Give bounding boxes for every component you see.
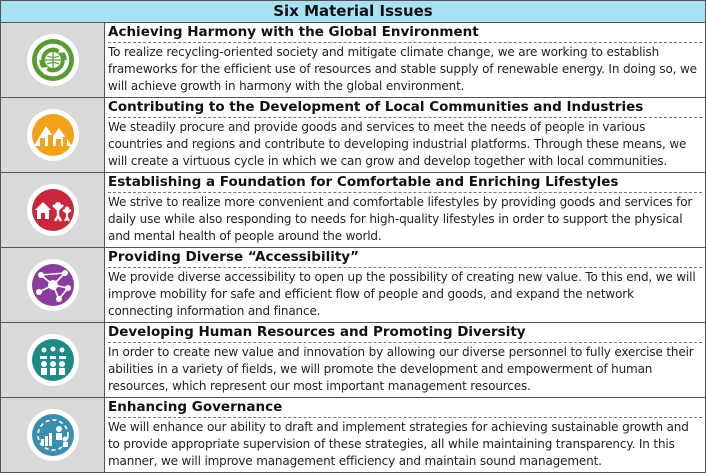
- diverse-people-icon: [26, 333, 80, 387]
- issue-title: Achieving Harmony with the Global Environment: [108, 23, 702, 43]
- issue-row-governance: [1, 398, 705, 473]
- table-title: Six Material Issues: [1, 1, 705, 23]
- issue-description: To realize recycling-oriented society and mitigate climate change, we are working to establish frameworks for the efficient use of resources and stable supply of renewable energy. In doing so, we will achieve growth in harmony with the global environment.: [108, 45, 697, 93]
- issue-row-lifestyles: [1, 173, 705, 248]
- issue-title: Providing Diverse “Accessibility”: [108, 248, 702, 268]
- issue-description: In order to create new value and innovation by allowing our diverse personnel to fully exercise their abilities in a variety of fields, we will promote the development and empowerment of human resources, which represent our most important management resources.: [108, 345, 694, 393]
- issue-row-accessibility: [1, 248, 705, 323]
- issue-description: We strive to realize more convenient and comfortable lifestyles by providing goods and services for daily use while also responding to needs for high-quality lifestyles in order to support the physical and mental health of people around the world.: [108, 195, 693, 243]
- issue-description: We steadily procure and provide goods and services to meet the needs of people in various countries and regions and contribute to developing industrial platforms. Through these means, we will create a virtuous cycle in which we can grow and develop together with local communities.: [108, 120, 687, 168]
- issue-title: Establishing a Foundation for Comfortable and Enriching Lifestyles: [108, 173, 702, 193]
- issue-description: We provide diverse accessibility to open up the possibility of creating new value. To this end, we will improve mobility for safe and efficient flow of people and goods, and expand the network connecting information and finance.: [108, 270, 696, 318]
- issue-row-communities: [1, 98, 705, 173]
- issue-description: We will enhance our ability to draft and implement strategies for achieving sustainable growth and to provide appropriate supervision of these strategies, all while maintaining transparency. In this manner, we will improve management efficiency and maintain sound management.: [108, 420, 689, 468]
- issue-row-human-resources: [1, 323, 705, 398]
- governance-chart-icon: [26, 408, 80, 462]
- issue-title: Contributing to the Development of Local Communities and Industries: [108, 98, 702, 118]
- issue-row-environment: [1, 23, 705, 98]
- network-nodes-icon: [26, 258, 80, 312]
- family-home-icon: [26, 183, 80, 237]
- issue-title: Developing Human Resources and Promoting Diversity: [108, 323, 702, 343]
- community-industry-icon: [26, 108, 80, 162]
- issue-title: Enhancing Governance: [108, 398, 702, 418]
- globe-recycle-icon: [26, 33, 80, 87]
